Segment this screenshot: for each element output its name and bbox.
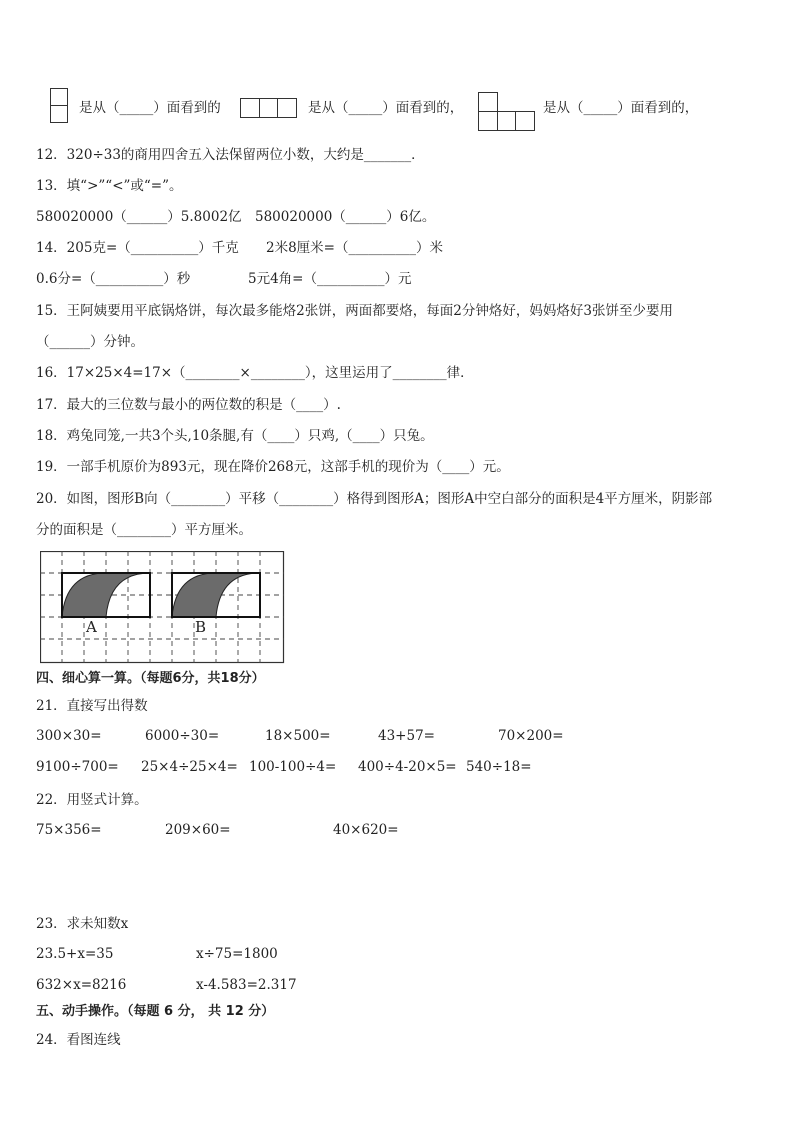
calc-item: 18×500= <box>265 728 331 744</box>
question-17: 17．最大的三位数与最小的两位数的积是（____）. <box>36 397 341 413</box>
question-18: 18．鸡兔同笼,一共3个头,10条腿,有（____）只鸡,（____）只兔。 <box>36 428 434 444</box>
vertical-calc-item: 40×620= <box>333 822 399 838</box>
calc-item: 25×4÷25×4= <box>141 759 238 775</box>
question-19: 19．一部手机原价为893元，现在降价268元，这部手机的现价为（____）元。 <box>36 459 510 475</box>
shape-a-label: A <box>86 618 97 636</box>
calc-item: 300×30= <box>36 728 102 744</box>
question-14-a: 14．205克=（__________）千克 <box>36 240 239 256</box>
question-21-title: 21．直接写出得数 <box>36 698 148 714</box>
question-13-title: 13．填“>”“<”或“=”。 <box>36 178 183 194</box>
question-24: 24．看图连线 <box>36 1032 121 1048</box>
question-14-c: 0.6分=（__________）秒 <box>36 271 191 287</box>
equation-item: x-4.583=2.317 <box>196 977 297 993</box>
calc-item: 400÷4-20×5= <box>358 759 457 775</box>
calc-item: 43+57= <box>378 728 435 744</box>
question-15-line2: （______）分钟。 <box>36 334 144 350</box>
question-16: 16．17×25×4=17×（________×________），这里运用了________律． <box>36 365 474 381</box>
calc-item: 9100÷700= <box>36 759 119 775</box>
question-20-line1: 20．如图，图形B向（________）平移（________）格得到图形A；图形A中空白部分的面积是4平方厘米，阴影部 <box>36 491 713 507</box>
calc-item: 70×200= <box>498 728 564 744</box>
view-label-2: 是从（_____）面看到的， <box>308 100 464 116</box>
question-14-d: 5元4角=（__________）元 <box>248 271 412 287</box>
view-label-3: 是从（_____）面看到的， <box>543 100 699 116</box>
calc-item: 100-100÷4= <box>249 759 337 775</box>
vertical-calc-item: 75×356= <box>36 822 102 838</box>
shift-figure <box>40 551 285 664</box>
question-13-b: 580020000（______）6亿。 <box>255 209 436 225</box>
question-23-title: 23．求未知数x <box>36 916 129 932</box>
section-5-heading: 五、动手操作。（每题 6 分， 共 12 分） <box>36 1004 275 1019</box>
equation-item: 23.5+x=35 <box>36 946 114 962</box>
vertical-calc-item: 209×60= <box>165 822 231 838</box>
calc-item: 540÷18= <box>466 759 532 775</box>
section-4-heading: 四、细心算一算。（每题6分，共18分） <box>36 671 265 686</box>
view-label-1: 是从（_____）面看到的 <box>79 100 221 116</box>
question-20-line2: 分的面积是（________）平方厘米。 <box>36 522 252 538</box>
question-14-b: 2米8厘米=（__________）米 <box>266 240 443 256</box>
equation-item: x÷75=1800 <box>196 946 278 962</box>
equation-item: 632×x=8216 <box>36 977 127 993</box>
question-13-a: 580020000（______）5.8002亿 <box>36 209 242 225</box>
question-22-title: 22．用竖式计算。 <box>36 792 148 808</box>
calc-item: 6000÷30= <box>145 728 220 744</box>
question-15-line1: 15．王阿姨要用平底锅烙饼，每次最多能烙2张饼，两面都要烙，每面2分钟烙好，妈妈烙好3张饼至少要用 <box>36 303 673 319</box>
shape-b-label: B <box>195 618 207 636</box>
question-12: 12．320÷33的商用四舍五入法保留两位小数，大约是_______． <box>36 147 425 163</box>
